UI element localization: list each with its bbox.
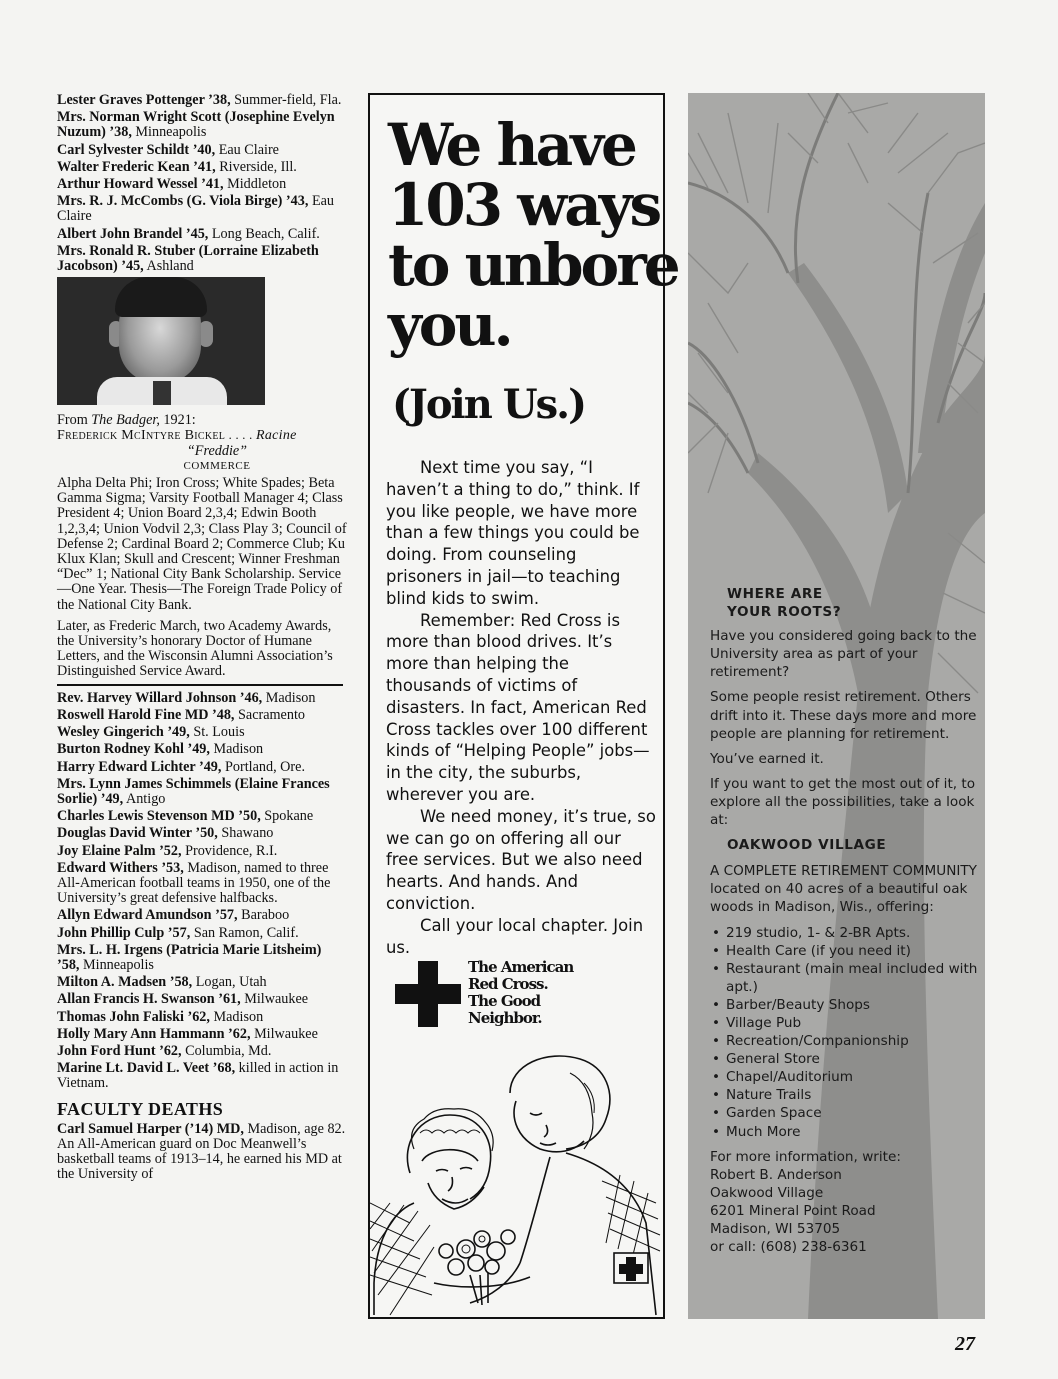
oakwood-paragraph: If you want to get the most out of it, to explore all the possibilities, take a look at: — [710, 775, 976, 829]
red-cross-logo — [392, 958, 652, 1031]
alumni-name: Douglas David Winter ’50, — [57, 825, 218, 842]
amenity-item: • Barber/Beauty Shops — [710, 996, 980, 1014]
amenity-item: • General Store — [710, 1050, 980, 1068]
alumni-name: Mrs. L. H. Irgens (Patricia Marie Litsheim) ’58, — [57, 941, 322, 973]
later-career-note: Later, as Frederic March, two Academy Awards, the University’s honorary Doctor of Humane Letters, and the Wisconsin Alumni Association’s Distinguished Service Award. — [57, 617, 333, 680]
alumni-name: Lester Graves Pottenger ’38, — [57, 92, 231, 108]
alumni-name: Harry Edward Lichter ’49, — [57, 758, 222, 775]
section-divider — [57, 684, 343, 686]
oakwood-paragraph: You’ve earned it. — [710, 750, 824, 767]
logo-line: Neighbor. — [468, 1009, 542, 1027]
alumni-deaths-column — [57, 93, 347, 1185]
oakwood-village-advertisement — [688, 93, 985, 1319]
alumni-details: Portland, Ore. — [221, 758, 305, 775]
oakwood-paragraph: Have you considered going back to the University area as part of your retirement? — [710, 628, 977, 681]
alumni-details: Minneapolis — [79, 956, 154, 973]
alumni-name: Albert John Brandel ’45, — [57, 225, 209, 242]
alumni-details: Shawano — [217, 825, 274, 842]
yearbook-nickname: “Freddie” — [186, 442, 248, 459]
red-cross-advertisement — [368, 93, 678, 1319]
amenity-item: • Village Pub — [710, 1014, 980, 1032]
volunteer-with-elderly-woman-illustration — [370, 1053, 663, 1317]
alumni-details: Eau Claire — [215, 141, 279, 158]
contact-line: Robert B. Anderson — [710, 1166, 842, 1183]
alumni-entry — [57, 244, 347, 274]
alumni-details: Minneapolis — [131, 124, 207, 141]
heading-line: YOUR ROOTS? — [727, 604, 842, 621]
ad-headline — [388, 111, 678, 359]
alumni-details: San Ramon, Calif. — [190, 924, 299, 941]
alumni-details: Middleton — [223, 176, 287, 193]
amenity-item: • Restaurant (main meal included with apt.) — [710, 960, 980, 996]
alumni-entry — [57, 194, 347, 224]
alumni-details: Madison — [209, 741, 264, 758]
faculty-deaths-heading: FACULTY DEATHS — [57, 1098, 224, 1119]
photo-tie — [153, 381, 171, 405]
headline-line: you. — [388, 291, 511, 359]
logo-line: Red Cross. — [468, 975, 548, 993]
alumni-name: Mrs. Lynn James Schimmels (Elaine Frances Sorlie) ’49, — [57, 775, 330, 807]
alumni-entry — [57, 160, 347, 175]
logo-line: The Good — [468, 992, 541, 1010]
alumni-name: Edward Withers ’53, — [57, 859, 184, 876]
alumni-details: Ashland — [143, 258, 194, 275]
alumni-details: Long Beach, Calif. — [208, 225, 320, 242]
alumni-name: Carl Sylvester Schildt ’40, — [57, 141, 216, 158]
alumni-details: Madison — [209, 1008, 264, 1025]
amenity-item: • Much More — [710, 1123, 980, 1141]
alumni-name: Arthur Howard Wessel ’41, — [57, 176, 224, 193]
alumni-details: Summer-field, Fla. — [230, 92, 342, 108]
alumni-entry — [57, 809, 347, 824]
alumni-entry — [57, 826, 347, 841]
alumni-entry — [57, 1061, 347, 1091]
join-us-subhead: (Join Us.) — [392, 381, 585, 428]
alumni-entry — [57, 110, 347, 140]
logo-line: The American — [468, 958, 574, 976]
logo-text — [468, 959, 573, 1027]
alumni-entry — [57, 1027, 347, 1042]
alumni-entry — [57, 227, 347, 242]
faculty-entry: Carl Samuel Harper (’14) MD, Madison, age 82. An All-American guard on Doc Meanwell’s basketball teams of 1913–14, he earned his MD at the University of — [57, 1120, 346, 1183]
alumni-entry — [57, 975, 347, 990]
oakwood-heading — [727, 585, 980, 621]
ad-paragraph: We need money, it’s true, so we can go on offering all our free services. But we also need hearts. And hands. And conviction. — [386, 806, 656, 913]
alumni-entry — [57, 943, 347, 973]
alumni-details: Logan, Utah — [192, 974, 267, 991]
amenity-item: • 219 studio, 1- & 2-BR Apts. — [710, 924, 980, 942]
contact-line: Oakwood Village — [710, 1184, 824, 1201]
ad-paragraph: Next time you say, “I haven’t a thing to do,” think. If you like people, we have more than a few things you could be doing. From counseling prisoners in jail—to teaching blind kids to swim. — [386, 458, 640, 608]
alumni-details: Riverside, Ill. — [215, 158, 297, 175]
alumni-entry — [57, 143, 347, 158]
alumni-name: John Phillip Culp ’57, — [57, 924, 191, 941]
alumni-name: Charles Lewis Stevenson MD ’50, — [57, 808, 261, 825]
amenity-item: • Garden Space — [710, 1104, 980, 1122]
alumni-entry — [57, 742, 347, 757]
alumni-details: Eau Claire — [57, 193, 335, 225]
alumni-entry — [57, 177, 347, 192]
amenity-item: • Chapel/Auditorium — [710, 1068, 980, 1086]
alumni-details: Baraboo — [237, 907, 290, 924]
alumni-details: Milwaukee — [240, 991, 309, 1008]
alumni-name: Roswell Harold Fine MD ’48, — [57, 706, 235, 723]
alumni-entry — [57, 1044, 347, 1059]
headline-line: We have — [388, 111, 635, 179]
alumni-details: Madison — [262, 689, 316, 706]
yearbook-name-line: Frederick McIntyre Bickel . . . . Racine — [57, 428, 297, 444]
alumni-name: Wesley Gingerich ’49, — [57, 724, 190, 741]
alumni-name: Thomas John Faliski ’62, — [57, 1008, 210, 1025]
alumni-list-top — [57, 93, 347, 274]
yearbook-source: From The Badger, 1921: — [57, 412, 196, 429]
headline-line: to unbore — [388, 231, 678, 299]
contact-line: or call: (608) 238-6361 — [710, 1239, 867, 1256]
alumni-details: Sacramento — [234, 706, 305, 723]
yearbook-bio: Alpha Delta Phi; Iron Cross; White Spades; Beta Gamma Sigma; Varsity Football Manager 4; Class President 4; Union Board 2,3,4; Edwin Booth 1,2,3,4; Union Vodvil 2,3; Class Play 3; Council of Defense 2; Cardinal Board 2; Commerce Club; Ku Klux Klan; Skull and Crescent; Winner Freshman “Dec” 1; National City Bank Scholarship. Service—One Year. Thesis—The Foreign Trade Policy of the National City Bank. — [57, 475, 347, 613]
alumni-entry — [57, 992, 347, 1007]
oakwood-description: A COMPLETE RETIREMENT COMMUNITY located on 40 acres of a beautiful oak woods in Madison, Wis., offering: — [710, 863, 977, 916]
oakwood-ad-copy — [710, 585, 980, 1256]
alumni-name: Mrs. Norman Wright Scott (Josephine Evelyn Nuzum) ’38, — [57, 109, 335, 141]
alumni-entry — [57, 844, 347, 859]
alumni-name: Holly Mary Ann Hammann ’62, — [57, 1025, 251, 1042]
contact-line: Madison, WI 53705 — [710, 1221, 841, 1237]
alumni-details: Antigo — [123, 790, 166, 807]
alumni-name: Milton A. Madsen ’58, — [57, 974, 193, 991]
alumni-details: Columbia, Md. — [181, 1042, 272, 1059]
alumni-details: Milwaukee — [250, 1025, 318, 1042]
oakwood-village-name: OAKWOOD VILLAGE — [727, 837, 887, 854]
cross-icon — [395, 984, 461, 1004]
ad-paragraph: Call your local chapter. Join us. — [386, 915, 644, 957]
alumni-details: killed in action in Vietnam. — [57, 1060, 339, 1092]
alumni-name: Mrs. Ronald R. Stuber (Lorraine Elizabeth Jacobson) ’45, — [57, 242, 319, 275]
alumni-name: Rev. Harvey Willard Johnson ’46, — [57, 689, 263, 706]
alumni-entry — [57, 908, 347, 923]
amenity-item: • Health Care (if you need it) — [710, 942, 980, 960]
alumni-name: Mrs. R. J. McCombs (G. Viola Birge) ’43, — [57, 193, 309, 210]
alumni-details: Providence, R.I. — [181, 842, 278, 859]
alumni-name: Walter Frederic Kean ’41, — [57, 158, 216, 175]
alumni-name: Marine Lt. David L. Veet ’68, — [57, 1060, 236, 1077]
alumni-entry — [57, 777, 347, 807]
photo-ear — [199, 321, 213, 347]
headline-line: 103 ways — [388, 171, 660, 239]
oakwood-paragraph: Some people resist retirement. Others drift into it. These days more and more people are planning for retirement. — [710, 689, 977, 742]
alumni-entry — [57, 691, 347, 706]
freddie-bickel-photo — [57, 277, 265, 405]
page-number: 27 — [955, 1333, 975, 1355]
alumni-entry — [57, 861, 347, 907]
amenity-item: • Nature Trails — [710, 1086, 980, 1104]
alumni-list-bottom — [57, 691, 347, 1092]
ad-paragraph: Remember: Red Cross is more than blood drives. It’s more than helping the thousands of victims of disasters. In fact, American Red Cross tackles over 100 different kinds of “Helping People” jobs—in the city, the suburbs, wherever you are. — [386, 610, 650, 804]
photo-hair — [115, 277, 207, 317]
alumni-name: Allan Francis H. Swanson ’61, — [57, 991, 241, 1008]
alumni-name: Burton Rodney Kohl ’49, — [57, 741, 210, 758]
alumni-name: Allyn Edward Amundson ’57, — [57, 907, 238, 924]
alumni-details: Madison, named to three All-American football teams in 1950, one of the University’s great defensive halfbacks. — [57, 859, 331, 907]
alumni-entry — [57, 760, 347, 775]
amenity-item: • Recreation/Companionship — [710, 1032, 980, 1050]
alumni-name: Joy Elaine Palm ’52, — [57, 842, 182, 859]
ad-body-copy — [386, 457, 656, 958]
alumni-entry — [57, 725, 347, 740]
contact-line: 6201 Mineral Point Road — [710, 1202, 876, 1219]
contact-intro: For more information, write: — [710, 1148, 901, 1165]
alumni-entry — [57, 708, 347, 723]
heading-line: WHERE ARE — [727, 586, 823, 602]
alumni-details: St. Louis — [189, 724, 245, 741]
alumni-entry — [57, 1010, 347, 1025]
alumni-entry — [57, 93, 347, 108]
alumni-name: John Ford Hunt ’62, — [57, 1042, 182, 1059]
yearbook-school: COMMERCE — [183, 459, 251, 472]
alumni-entry — [57, 926, 347, 941]
alumni-details: Spokane — [260, 808, 314, 825]
amenities-list — [710, 924, 980, 1141]
